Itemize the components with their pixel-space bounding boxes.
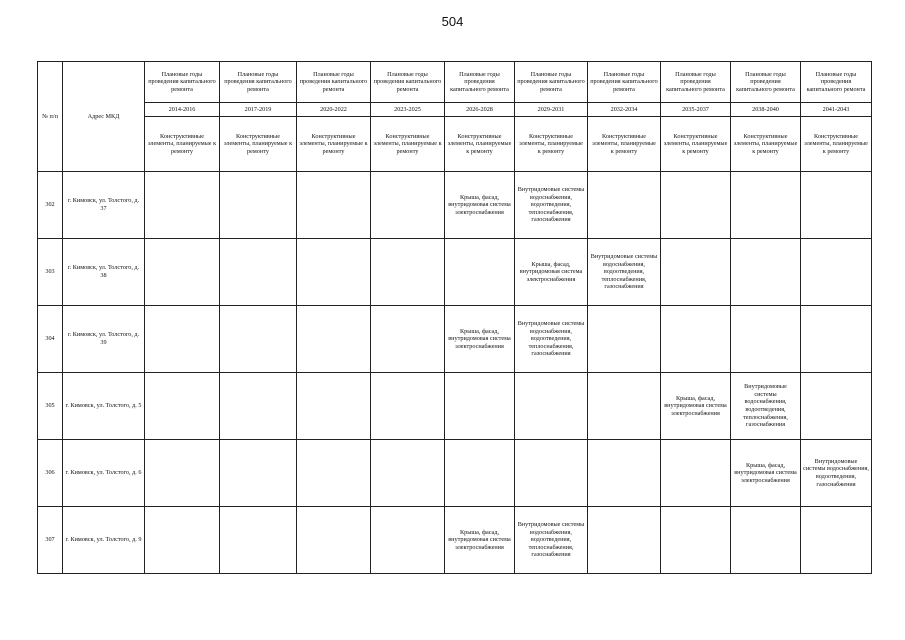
row-period-cell [801, 306, 872, 373]
row-address: г. Кимовск, ул. Толстого, д. 39 [63, 306, 145, 373]
row-period-cell [588, 306, 661, 373]
row-period-cell [371, 306, 445, 373]
row-address: г. Кимовск, ул. Толстого, д. 37 [63, 172, 145, 239]
row-period-cell [220, 172, 297, 239]
row-period-cell: Внутридомовые системы водоснабжения, водоотведения, теплоснабжения, газоснабжения [515, 507, 588, 574]
header-period-years: 2017-2019 [220, 103, 297, 117]
header-period-years: 2014-2016 [145, 103, 220, 117]
header-elements-label: Конструктивные элементы, планируемые к ремонту [801, 117, 872, 172]
row-period-cell [445, 373, 515, 440]
header-elements-label: Конструктивные элементы, планируемые к ремонту [661, 117, 731, 172]
row-period-cell [145, 373, 220, 440]
row-period-cell [371, 239, 445, 306]
row-period-cell: Внутридомовые системы водоснабжения, водоотведения, теплоснабжения, газоснабжения [731, 373, 801, 440]
row-number: 303 [38, 239, 63, 306]
header-elements-label: Конструктивные элементы, планируемые к ремонту [297, 117, 371, 172]
row-period-cell: Крыша, фасад, внутридомовая система электроснабжения [661, 373, 731, 440]
repair-plan-table [37, 61, 872, 574]
row-address: г. Кимовск, ул. Толстого, д. 9 [63, 507, 145, 574]
row-period-cell [220, 306, 297, 373]
header-period-years: 2020-2022 [297, 103, 371, 117]
row-period-cell: Внутридомовые системы водоснабжения, водоотведения, теплоснабжения, газоснабжения [588, 239, 661, 306]
row-number: 304 [38, 306, 63, 373]
header-elements-label: Конструктивные элементы, планируемые к ремонту [445, 117, 515, 172]
row-number: 302 [38, 172, 63, 239]
header-period-title: Плановые годы проведения капитального ремонта [515, 62, 588, 103]
header-row-years [38, 103, 872, 117]
row-period-cell [297, 239, 371, 306]
row-period-cell [297, 306, 371, 373]
row-period-cell: Крыша, фасад, внутридомовая система электроснабжения [445, 306, 515, 373]
row-period-cell [588, 507, 661, 574]
row-period-cell [145, 507, 220, 574]
header-elements-label: Конструктивные элементы, планируемые к ремонту [588, 117, 661, 172]
header-period-title: Плановые годы проведения капитального ремонта [371, 62, 445, 103]
row-period-cell [731, 172, 801, 239]
row-period-cell [661, 239, 731, 306]
row-period-cell [661, 306, 731, 373]
header-period-title: Плановые годы проведения капитального ремонта [801, 62, 872, 103]
table-row [38, 507, 872, 574]
row-period-cell [661, 440, 731, 507]
row-period-cell: Крыша, фасад, внутридомовая система электроснабжения [445, 507, 515, 574]
row-period-cell [801, 239, 872, 306]
header-period-years: 2029-2031 [515, 103, 588, 117]
row-period-cell [588, 440, 661, 507]
row-period-cell [371, 507, 445, 574]
header-period-years: 2026-2028 [445, 103, 515, 117]
row-period-cell [220, 239, 297, 306]
header-num: № п/п [38, 62, 63, 172]
header-period-years: 2023-2025 [371, 103, 445, 117]
row-period-cell [515, 440, 588, 507]
row-period-cell [145, 172, 220, 239]
header-elements-label: Конструктивные элементы, планируемые к ремонту [371, 117, 445, 172]
row-period-cell: Внутридомовые системы водоснабжения, водоотведения, теплоснабжения, газоснабжения [515, 306, 588, 373]
row-period-cell [220, 440, 297, 507]
header-row-titles [38, 62, 872, 103]
row-period-cell: Крыша, фасад, внутридомовая система электроснабжения [445, 172, 515, 239]
header-period-years: 2032-2034 [588, 103, 661, 117]
row-period-cell [220, 507, 297, 574]
row-period-cell [731, 306, 801, 373]
row-period-cell [515, 373, 588, 440]
page-number: 504 [441, 14, 464, 29]
row-period-cell [145, 440, 220, 507]
row-number: 306 [38, 440, 63, 507]
header-period-title: Плановые годы проведения капитального ремонта [445, 62, 515, 103]
table-row [38, 373, 872, 440]
row-period-cell [220, 373, 297, 440]
row-period-cell [661, 507, 731, 574]
row-period-cell [731, 239, 801, 306]
row-address: г. Кимовск, ул. Толстого, д. 6 [63, 440, 145, 507]
header-row-elements [38, 117, 872, 172]
row-period-cell [588, 373, 661, 440]
header-elements-label: Конструктивные элементы, планируемые к ремонту [220, 117, 297, 172]
row-number: 305 [38, 373, 63, 440]
header-period-title: Плановые годы проведения капитального ремонта [145, 62, 220, 103]
row-period-cell [371, 440, 445, 507]
header-period-title: Плановые годы проведения капитального ремонта [731, 62, 801, 103]
header-period-title: Плановые годы проведения капитального ремонта [661, 62, 731, 103]
row-period-cell [661, 172, 731, 239]
header-period-title: Плановые годы проведения капитального ремонта [588, 62, 661, 103]
row-period-cell [801, 172, 872, 239]
row-period-cell [445, 239, 515, 306]
row-period-cell: Крыша, фасад, внутридомовая система электроснабжения [731, 440, 801, 507]
row-period-cell [145, 239, 220, 306]
header-period-years: 2035-2037 [661, 103, 731, 117]
row-period-cell [588, 172, 661, 239]
header-elements-label: Конструктивные элементы, планируемые к ремонту [515, 117, 588, 172]
header-period-years: 2038-2040 [731, 103, 801, 117]
row-period-cell: Внутридомовые системы водоснабжения, водоотведения, газоснабжения [801, 440, 872, 507]
row-period-cell [731, 507, 801, 574]
row-address: г. Кимовск, ул. Толстого, д. 38 [63, 239, 145, 306]
row-period-cell [445, 440, 515, 507]
row-period-cell: Крыша, фасад, внутридомовая система электроснабжения [515, 239, 588, 306]
row-period-cell [297, 172, 371, 239]
row-period-cell [801, 507, 872, 574]
row-period-cell [371, 172, 445, 239]
header-period-years: 2041-2043 [801, 103, 872, 117]
table-row [38, 239, 872, 306]
row-period-cell [371, 373, 445, 440]
row-period-cell [297, 507, 371, 574]
row-address: г. Кимовск, ул. Толстого, д. 5 [63, 373, 145, 440]
header-period-title: Плановые годы проведения капитального ремонта [220, 62, 297, 103]
table-row [38, 172, 872, 239]
row-period-cell: Внутридомовые системы водоснабжения, водоотведения, теплоснабжения, газоснабжения [515, 172, 588, 239]
header-address: Адрес МКД [63, 62, 145, 172]
row-number: 307 [38, 507, 63, 574]
row-period-cell [297, 373, 371, 440]
table-row [38, 306, 872, 373]
row-period-cell [801, 373, 872, 440]
row-period-cell [297, 440, 371, 507]
table-row [38, 440, 872, 507]
row-period-cell [145, 306, 220, 373]
header-period-title: Плановые годы проведения капитального ремонта [297, 62, 371, 103]
header-elements-label: Конструктивные элементы, планируемые к ремонту [731, 117, 801, 172]
header-elements-label: Конструктивные элементы, планируемые к ремонту [145, 117, 220, 172]
